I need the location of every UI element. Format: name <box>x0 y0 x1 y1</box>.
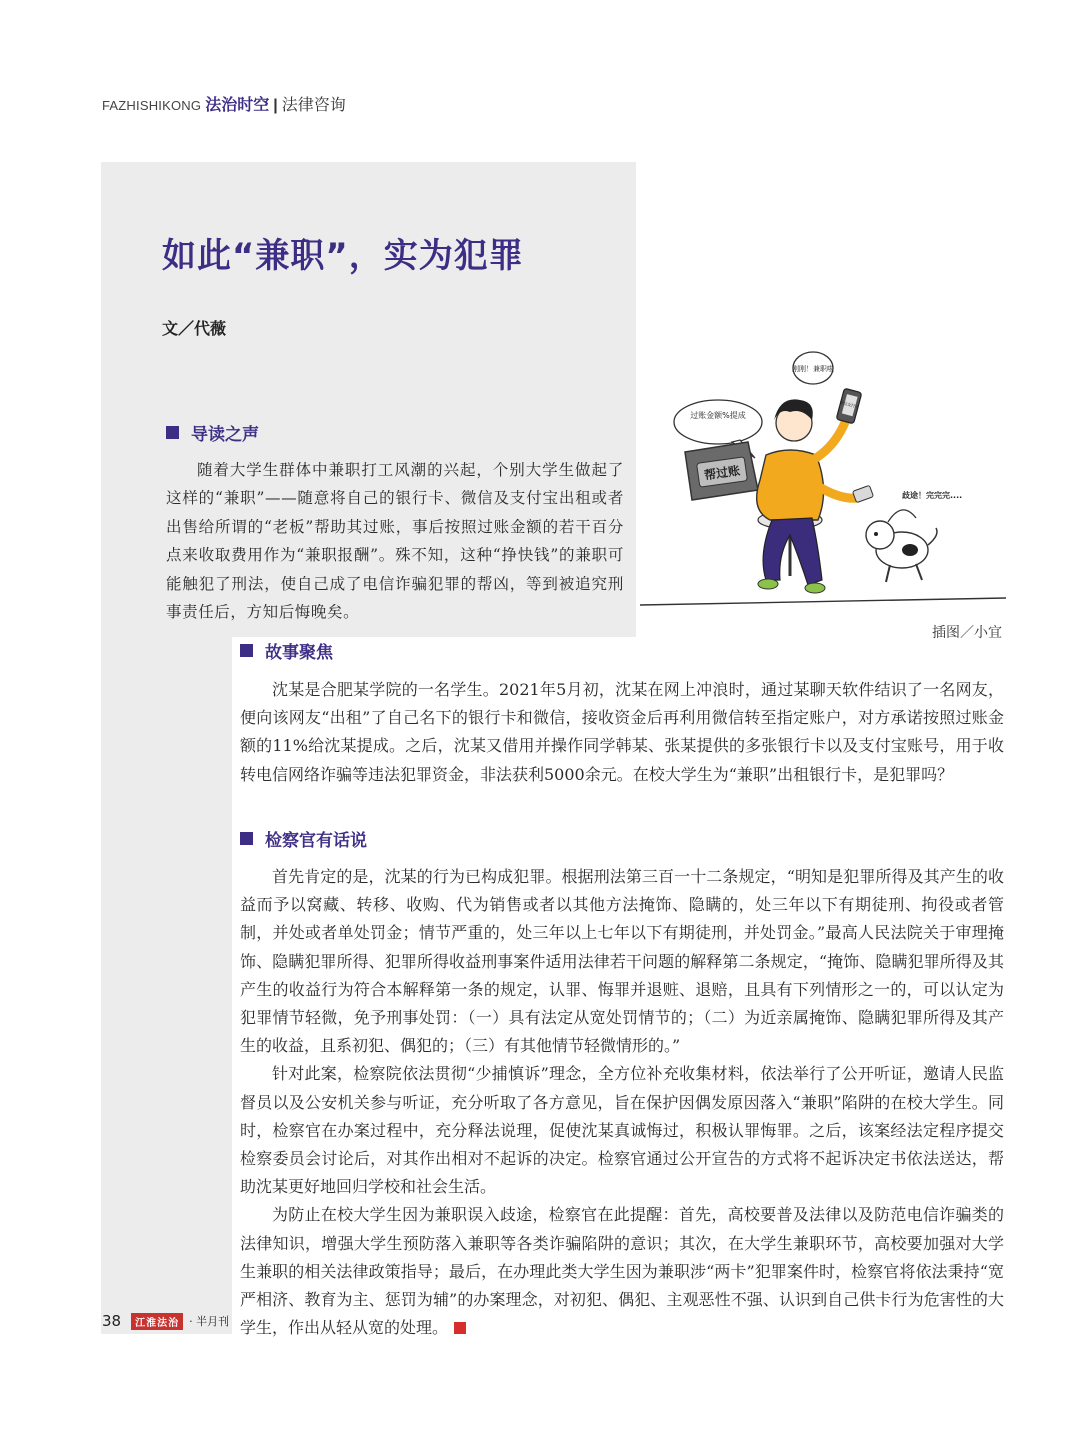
story-heading <box>240 638 333 663</box>
bubble-left-text: 过账金额%提成 <box>690 411 746 420</box>
dog-text: 歧途！完完完.... <box>902 491 963 500</box>
story-heading-text: 故事聚焦 <box>265 643 333 663</box>
prosecutor-paragraph-2: 针对此案，检察院依法贯彻“少捕慎诉”理念，全方位补充收集材料，依法举行了公开听证，邀请人民监督员以及公安机关参与听证，充分听取了各方意见，旨在保护因偶发原因落入“兼职”陷阱的在校大学生。同时，检察官在办案过程中，充分释法说理，促使沈某真诚悔过，积极认罪悔罪。之后，该案经法定程序提交检察委员会讨论后，对其作出相对不起诉的决定。检察官通过公开宣告的方式将不起诉决定书依法送达，帮助沈某更好地回归学校和社会生活。 <box>240 1064 1004 1197</box>
intro-paragraph: 随着大学生群体中兼职打工风潮的兴起，个别大学生做起了这样的“兼职”——随意将自己的银行卡、微信及支付宝出租或者出售给所谓的“老板”帮助其过账，事后按照过账金额的若干百分点来收取费用作为“兼职报酬”。殊不知，这种“挣快钱”的兼职可能触犯了刑法，使自己成了电信诈骗犯罪的帮凶，等到被追究刑事责任后，方知后悔晚矣。 <box>166 461 624 622</box>
section-name: 法律咨询 <box>281 95 346 114</box>
prosecutor-heading-text: 检察官有话说 <box>265 831 367 851</box>
article-title: 如此“兼职”，实为犯罪 <box>162 236 524 276</box>
header-separator: | <box>273 97 278 114</box>
article-author: 文／代薇 <box>162 319 227 338</box>
intro-heading-text: 导读之声 <box>191 425 259 445</box>
prosecutor-paragraph-3-text: 为防止在校大学生因为兼职误入歧途，检察官在此提醒：首先，高校要普及法律以及防范电信诈骗类的法律知识，增强大学生预防落入兼职等各类诈骗陷阱的意识；其次，在大学生兼职环节，高校要加强对大学生兼职的相关法律政策指导；最后，在办理此类大学生因为兼职涉“两卡”犯罪案件时，检察官将依法秉持“宽严相济、教育为主、惩罚为辅”的办案理念，对初犯、偶犯、主观恶性不强、认识到自己供卡行为危害性的大学生，作出从轻从宽的处理。 <box>240 1205 1004 1338</box>
laptop-label: 帮过账 <box>703 463 741 483</box>
page-footer <box>102 1312 229 1330</box>
page-number: 38 <box>102 1312 122 1330</box>
heading-square-icon <box>240 832 253 845</box>
dog-head <box>866 521 894 549</box>
intro-heading <box>166 420 259 445</box>
bubble-top-text: 刚刚！兼职啦 <box>792 365 834 373</box>
heading-square-icon <box>166 426 179 439</box>
running-header <box>102 92 346 115</box>
intro-text <box>166 456 624 626</box>
phone-text: 微信支付宝 <box>839 399 860 410</box>
heading-square-icon <box>240 644 253 657</box>
prosecutor-text <box>240 863 1004 1342</box>
magazine-logo: 江淮法治 <box>131 1313 183 1330</box>
publication-frequency: · 半月刊 <box>189 1315 230 1328</box>
bank-card <box>852 485 873 502</box>
magazine-name-en: FAZHISHIKONG <box>102 98 202 113</box>
magazine-name-zh: 法治时空 <box>205 95 270 114</box>
prosecutor-heading <box>240 826 367 851</box>
prosecutor-paragraph-1: 首先肯定的是，沈某的行为已构成犯罪。根据刑法第三百一十二条规定，“明知是犯罪所得及其产生的收益而予以窝藏、转移、收购、代为销售或者以其他方法掩饰、隐瞒的，处三年以下有期徒刑、拘役或者管制，并处或者单处罚金；情节严重的，处三年以上七年以下有期徒刑，并处罚金。”最高人民法院关于审理掩饰、隐瞒犯罪所得、犯罪所得收益刑事案件适用法律若干问题的解释第二条规定，“掩饰、隐瞒犯罪所得及其产生的收益行为符合本解释第一条的规定，认罪、悔罪并退赃、退赔，且具有下列情形之一的，可以认定为犯罪情节轻微，免予刑事处罚：（一）具有法定从宽处罚情节的；（二）为近亲属掩饰、隐瞒犯罪所得及其产生的收益，且系初犯、偶犯的；（三）有其他情节轻微情形的。” <box>240 867 1004 1056</box>
left-margin-panel <box>101 637 232 1334</box>
end-square-icon <box>454 1322 466 1334</box>
story-text <box>240 676 1004 789</box>
story-paragraph: 沈某是合肥某学院的一名学生。2021年5月初，沈某在网上冲浪时，通过某聊天软件结识了一名网友，便向该网友“出租”了自己名下的银行卡和微信，接收资金后再利用微信转至指定账户，对方承诺按照过账金额的11%给沈某提成。之后，沈某又借用并操作同学韩某、张某提供的多张银行卡以及支付宝账号，用于收转电信网络诈骗等违法犯罪资金，非法获利5000余元。在校大学生为“兼职”出租银行卡，是犯罪吗？ <box>240 680 1004 784</box>
illustration <box>640 350 1010 612</box>
illustration-caption: 插图／小宜 <box>932 625 1002 641</box>
ground-line <box>640 598 1006 605</box>
speech-bubble-left <box>674 400 762 444</box>
prosecutor-paragraph-3 <box>240 1201 1004 1342</box>
person-legs <box>763 518 822 585</box>
